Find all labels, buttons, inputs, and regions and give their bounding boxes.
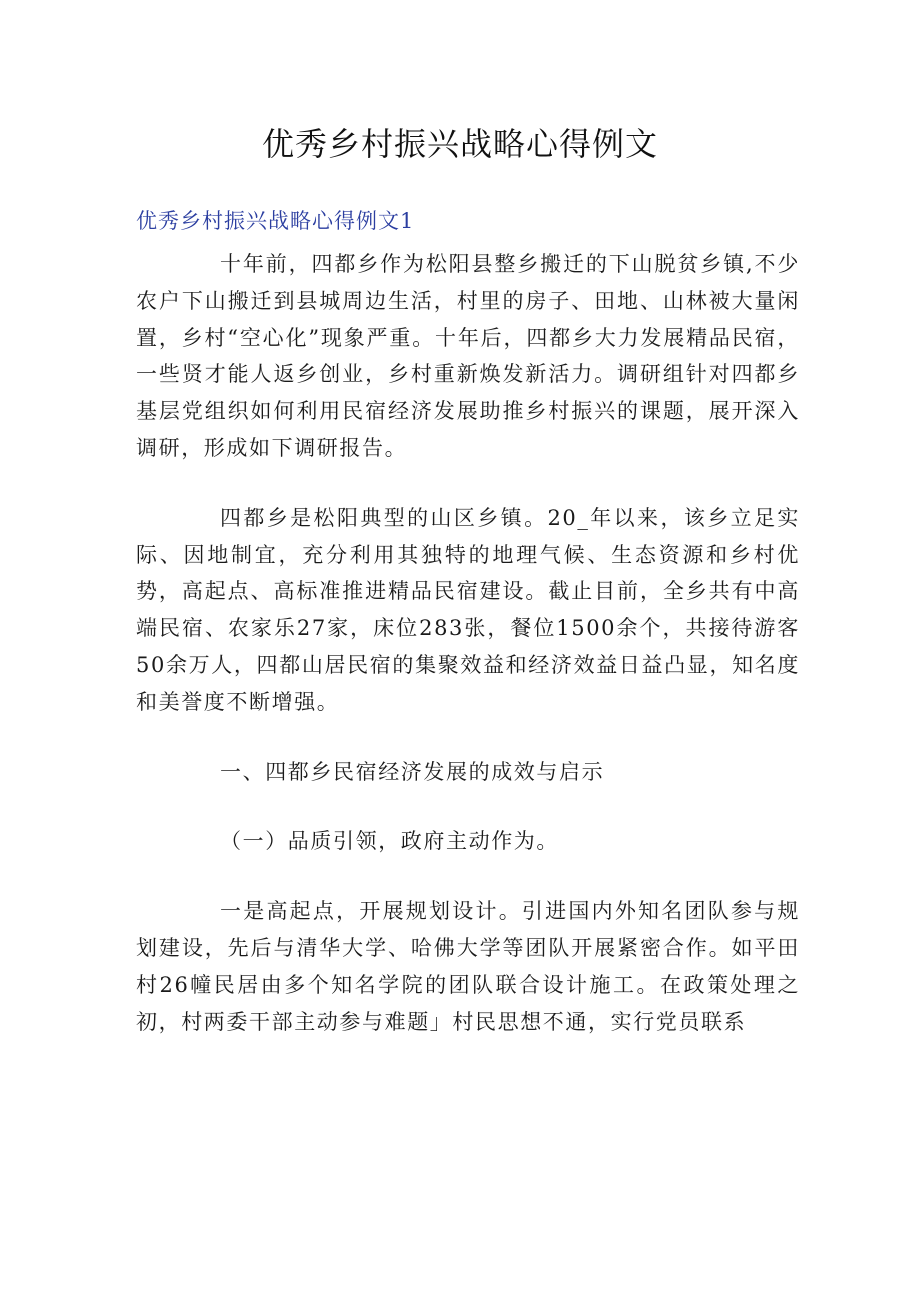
document-title: 优秀乡村振兴战略心得例文: [261, 125, 658, 163]
subheading-quality-leadership: （一）品质引领，政府主动作为。: [220, 829, 559, 854]
paragraph-overview: 四都乡是松阳典型的山区乡镇。20_年以来，该乡立足实际、因地制宜，充分利用其独特的地理气候、生态资源和乡村优势，高起点、高标准推进精品民宿建设。截止目前，全乡共有中高端民宿、农家乐27家，床位283张，餐位1500余个，共接待游客50余万人，四都山居民宿的集聚效益和经济效益日益凸显，知名度和美誉度不断增强。: [136, 505, 800, 714]
section-heading-1[interactable]: 优秀乡村振兴战略心得例文1: [136, 209, 415, 233]
subheading-achievements: 一、四都乡民宿经济发展的成效与启示: [220, 759, 605, 784]
paragraph-intro: 十年前，四都乡作为松阳县整乡搬迁的下山脱贫乡镇,不少农户下山搬迁到县城周边生活，村里的房子、田地、山林被大量闲置，乡村“空心化”现象严重。十年后，四都乡大力发展精品民宿，一些贤才能人返乡创业，乡村重新焕发新活力。调研组针对四都乡基层党组织如何利用民宿经济发展助推乡村振兴的课题，展开深入调研，形成如下调研报告。: [136, 252, 800, 460]
paragraph-planning-design: 一是高起点，开展规划设计。引进国内外知名团队参与规划建设，先后与清华大学、哈佛大学等团队开展紧密合作。如平田村26幢民居由多个知名学院的团队联合设计施工。在政策处理之初，村两委干部主动参与难题」村民思想不通，实行党员联系: [136, 899, 800, 1034]
